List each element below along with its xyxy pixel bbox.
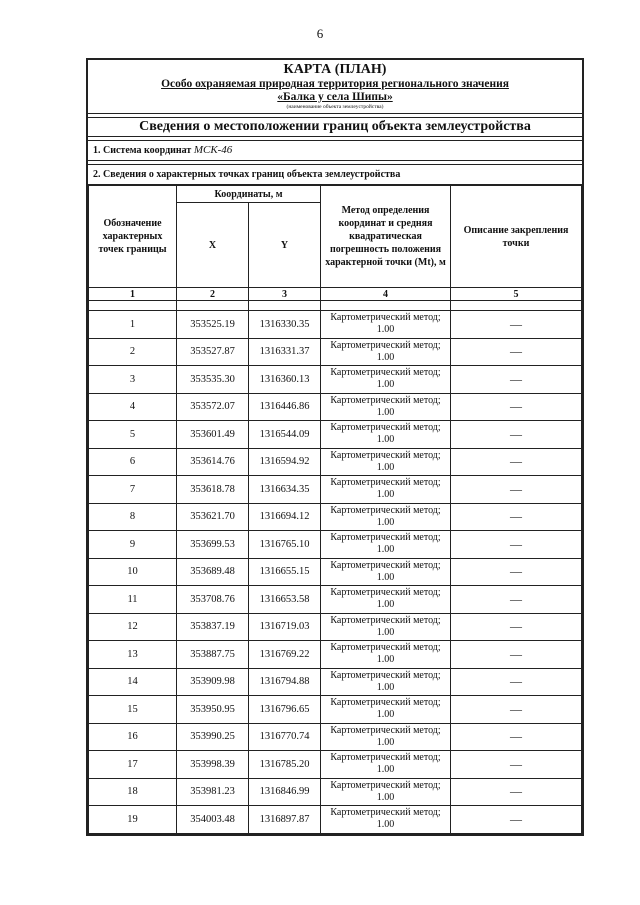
description-cell: —: [451, 778, 582, 806]
description-cell: —: [451, 311, 582, 339]
table-row: [89, 503, 582, 531]
method-cell: Картометрический метод; 1.00: [321, 668, 451, 696]
method-cell: Картометрический метод; 1.00: [321, 503, 451, 531]
description-cell: —: [451, 421, 582, 449]
points-table: [88, 185, 582, 834]
y-coordinate: 1316544.09: [249, 421, 321, 449]
point-number: 8: [89, 503, 177, 531]
section-title: Сведения о местоположении границ объекта землеустройства: [88, 118, 582, 137]
x-coordinate: 353621.70: [177, 503, 249, 531]
method-cell: Картометрический метод; 1.00: [321, 751, 451, 779]
point-number: 3: [89, 366, 177, 394]
x-coordinate: 353708.76: [177, 586, 249, 614]
description-cell: —: [451, 448, 582, 476]
method-cell: Картометрический метод; 1.00: [321, 531, 451, 559]
y-coordinate: 1316360.13: [249, 366, 321, 394]
table-row: [89, 476, 582, 504]
table-row: [89, 586, 582, 614]
point-number: 2: [89, 338, 177, 366]
point-number: 12: [89, 613, 177, 641]
y-coordinate: 1316446.86: [249, 393, 321, 421]
header-x: X: [177, 203, 249, 288]
description-cell: —: [451, 366, 582, 394]
description-cell: —: [451, 668, 582, 696]
column-number: 5: [451, 288, 582, 301]
x-coordinate: 353535.30: [177, 366, 249, 394]
y-coordinate: 1316794.88: [249, 668, 321, 696]
method-cell: Картометрический метод; 1.00: [321, 311, 451, 339]
spacer-row: [89, 301, 582, 311]
point-number: 18: [89, 778, 177, 806]
header-designation: Обозначение характерных точек границы: [89, 186, 177, 288]
method-cell: Картометрический метод; 1.00: [321, 723, 451, 751]
point-number: 14: [89, 668, 177, 696]
table-row: [89, 723, 582, 751]
y-coordinate: 1316765.10: [249, 531, 321, 559]
table-row: [89, 613, 582, 641]
description-cell: —: [451, 338, 582, 366]
table-row: [89, 448, 582, 476]
table-row: [89, 668, 582, 696]
table-row: [89, 531, 582, 559]
table-row: [89, 778, 582, 806]
coord-system-label: 1. Система координат: [93, 145, 192, 156]
page-number: 6: [316, 26, 324, 41]
description-cell: —: [451, 723, 582, 751]
table-row: [89, 366, 582, 394]
document-title: КАРТА (ПЛАН): [283, 62, 387, 77]
column-number: 1: [89, 288, 177, 301]
method-cell: Картометрический метод; 1.00: [321, 613, 451, 641]
description-cell: —: [451, 503, 582, 531]
x-coordinate: 353981.23: [177, 778, 249, 806]
coord-system-line: [88, 141, 582, 161]
x-coordinate: 353525.19: [177, 311, 249, 339]
y-coordinate: 1316634.35: [249, 476, 321, 504]
description-cell: —: [451, 696, 582, 724]
y-coordinate: 1316770.74: [249, 723, 321, 751]
header-coordinates: Координаты, м: [177, 186, 321, 203]
x-coordinate: 353998.39: [177, 751, 249, 779]
document-header: [88, 60, 582, 114]
y-coordinate: 1316330.35: [249, 311, 321, 339]
object-name: «Балка у села Шипы»: [277, 91, 393, 103]
method-cell: Картометрический метод; 1.00: [321, 393, 451, 421]
point-number: 15: [89, 696, 177, 724]
x-coordinate: 353837.19: [177, 613, 249, 641]
description-cell: —: [451, 393, 582, 421]
description-cell: —: [451, 476, 582, 504]
point-number: 13: [89, 641, 177, 669]
x-coordinate: 353601.49: [177, 421, 249, 449]
description-cell: —: [451, 558, 582, 586]
header-description: Описание закрепления точки: [451, 186, 582, 288]
x-coordinate: 353699.53: [177, 531, 249, 559]
y-coordinate: 1316719.03: [249, 613, 321, 641]
point-number: 9: [89, 531, 177, 559]
method-cell: Картометрический метод; 1.00: [321, 641, 451, 669]
description-cell: —: [451, 613, 582, 641]
y-coordinate: 1316846.99: [249, 778, 321, 806]
point-number: 4: [89, 393, 177, 421]
x-coordinate: 353614.76: [177, 448, 249, 476]
table-row: [89, 751, 582, 779]
table-row: [89, 558, 582, 586]
method-cell: Картометрический метод; 1.00: [321, 421, 451, 449]
table-row: [89, 393, 582, 421]
points-title: 2. Сведения о характерных точках границ объекта землеустройства: [88, 165, 582, 185]
column-number: 3: [249, 288, 321, 301]
document-frame: [86, 58, 584, 836]
method-cell: Картометрический метод; 1.00: [321, 558, 451, 586]
method-cell: Картометрический метод; 1.00: [321, 586, 451, 614]
coord-system-value: МСК-46: [193, 144, 233, 156]
method-cell: Картометрический метод; 1.00: [321, 366, 451, 394]
point-number: 5: [89, 421, 177, 449]
point-number: 1: [89, 311, 177, 339]
x-coordinate: 353689.48: [177, 558, 249, 586]
point-number: 16: [89, 723, 177, 751]
description-cell: —: [451, 751, 582, 779]
method-cell: Картометрический метод; 1.00: [321, 338, 451, 366]
y-coordinate: 1316594.92: [249, 448, 321, 476]
y-coordinate: 1316653.58: [249, 586, 321, 614]
description-cell: —: [451, 806, 582, 834]
point-number: 17: [89, 751, 177, 779]
y-coordinate: 1316331.37: [249, 338, 321, 366]
column-number: 2: [177, 288, 249, 301]
description-cell: —: [451, 586, 582, 614]
y-coordinate: 1316655.15: [249, 558, 321, 586]
point-number: 6: [89, 448, 177, 476]
column-number: 4: [321, 288, 451, 301]
method-cell: Картометрический метод; 1.00: [321, 696, 451, 724]
y-coordinate: 1316769.22: [249, 641, 321, 669]
x-coordinate: 353909.98: [177, 668, 249, 696]
header-y: Y: [249, 203, 321, 288]
table-row: [89, 696, 582, 724]
method-cell: Картометрический метод; 1.00: [321, 778, 451, 806]
x-coordinate: 353572.07: [177, 393, 249, 421]
table-row: [89, 311, 582, 339]
point-number: 10: [89, 558, 177, 586]
x-coordinate: 353990.25: [177, 723, 249, 751]
document-subtitle: Особо охраняемая природная территория регионального значения: [161, 78, 509, 90]
y-coordinate: 1316785.20: [249, 751, 321, 779]
method-cell: Картометрический метод; 1.00: [321, 806, 451, 834]
x-coordinate: 353887.75: [177, 641, 249, 669]
table-row: [89, 641, 582, 669]
object-caption: (наименование объекта землеустройства): [286, 104, 384, 110]
x-coordinate: 353527.87: [177, 338, 249, 366]
point-number: 19: [89, 806, 177, 834]
description-cell: —: [451, 641, 582, 669]
x-coordinate: 354003.48: [177, 806, 249, 834]
table-row: [89, 421, 582, 449]
method-cell: Картометрический метод; 1.00: [321, 476, 451, 504]
header-method: Метод определения координат и средняя квадратическая погрешность положения характерной точки (Mt), м: [321, 186, 451, 288]
x-coordinate: 353618.78: [177, 476, 249, 504]
point-number: 11: [89, 586, 177, 614]
y-coordinate: 1316694.12: [249, 503, 321, 531]
y-coordinate: 1316897.87: [249, 806, 321, 834]
y-coordinate: 1316796.65: [249, 696, 321, 724]
method-cell: Картометрический метод; 1.00: [321, 448, 451, 476]
table-row: [89, 806, 582, 834]
description-cell: —: [451, 531, 582, 559]
x-coordinate: 353950.95: [177, 696, 249, 724]
table-row: [89, 338, 582, 366]
point-number: 7: [89, 476, 177, 504]
